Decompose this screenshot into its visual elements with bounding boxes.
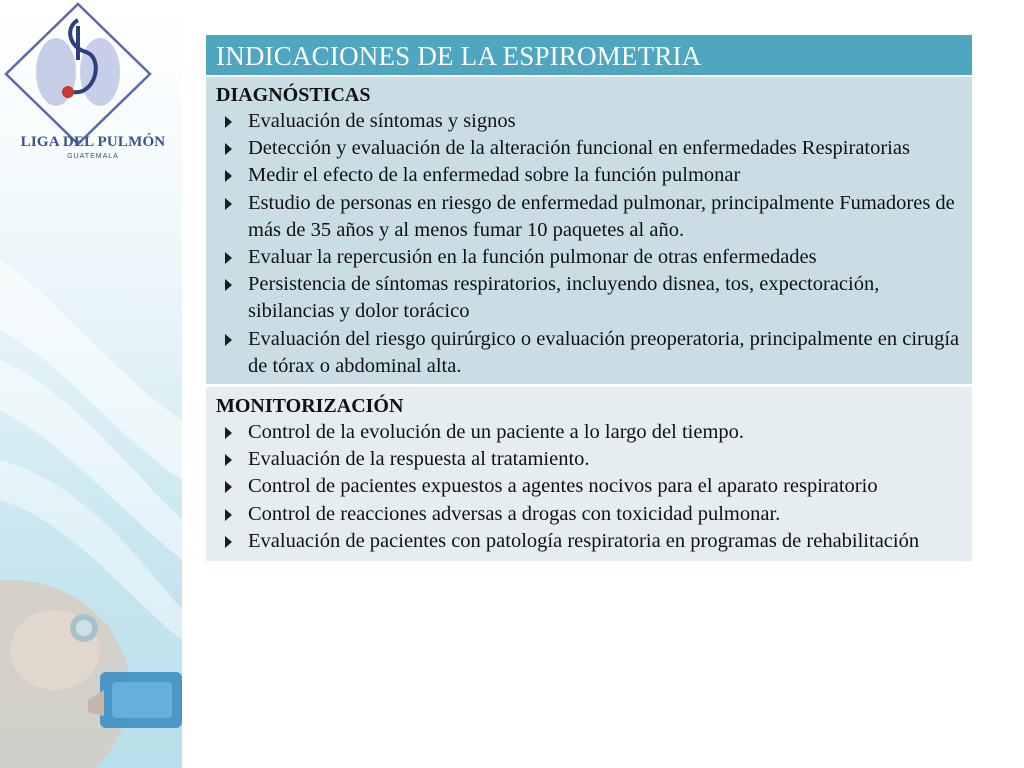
bullet-arrow-icon: [225, 198, 232, 210]
list-item: [216, 446, 962, 473]
bullet-arrow-icon: [225, 143, 232, 155]
list-item: [216, 162, 962, 189]
bullet-arrow-icon: [225, 481, 232, 493]
bullet-arrow-icon: [225, 536, 232, 548]
slide-title: INDICACIONES DE LA ESPIROMETRIA: [206, 35, 972, 77]
list-item-text: Control de la evolución de un paciente a lo largo del tiempo.: [248, 421, 745, 444]
decorative-sidebar: [0, 0, 182, 768]
list-item: [216, 271, 962, 325]
lung-logo-icon: [0, 0, 156, 150]
list-item: [216, 419, 962, 446]
section-heading: DIAGNÓSTICAS: [216, 84, 371, 106]
logo-subtitle: GUATEMALA: [67, 153, 119, 160]
bullet-arrow-icon: [225, 509, 232, 521]
list-item: [216, 473, 962, 500]
list-item-text: Control de reacciones adversas a drogas con toxicidad pulmonar.: [248, 502, 781, 525]
bullet-arrow-icon: [225, 252, 232, 264]
bullet-arrow-icon: [225, 454, 232, 466]
list-item: [216, 501, 962, 528]
bullet-arrow-icon: [225, 116, 232, 128]
content-panel: [206, 35, 972, 561]
list-item: [216, 528, 962, 555]
list-item-text: Medir el efecto de la enfermedad sobre la función pulmonar: [248, 164, 741, 187]
list-item-text: Control de pacientes expuestos a agentes nocivos para el aparato respiratorio: [248, 475, 878, 498]
list-item: [216, 108, 962, 135]
section-monitorizacion: [206, 387, 972, 561]
bullet-arrow-icon: [225, 279, 232, 291]
list-item-text: Evaluación de pacientes con patología respiratoria en programas de rehabilitación: [248, 529, 920, 552]
list-item-text: Persistencia de síntomas respiratorios, incluyendo disnea, tos, expectoración, sibilancias y dolor torácico: [248, 273, 880, 323]
list-item-text: Evaluación del riesgo quirúrgico o evaluación preoperatoria, principalmente en cirugía de tórax o abdominal alta.: [248, 327, 960, 377]
list-item: [216, 135, 962, 162]
list-item-text: Evaluación de la respuesta al tratamiento.: [248, 448, 590, 471]
bullet-arrow-icon: [225, 170, 232, 182]
list-item-text: Evaluación de síntomas y signos: [248, 110, 516, 132]
bullet-arrow-icon: [225, 334, 232, 346]
list-item: [216, 326, 962, 380]
list-item-text: Estudio de personas en riesgo de enfermedad pulmonar, principalmente Fumadores de más de 35 años y al menos fumar 10 paquetes al año.: [248, 191, 955, 241]
logo-wordmark: LIGA DEL PULMÓN: [20, 134, 166, 150]
list-item-text: Detección y evaluación de la alteración funcional en enfermedades Respiratorias: [248, 137, 910, 160]
list-item: [216, 190, 962, 244]
bullet-arrow-icon: [225, 427, 232, 439]
list-item: [216, 244, 962, 271]
list-item-text: Evaluar la repercusión en la función pulmonar de otras enfermedades: [248, 246, 817, 269]
section-diagnosticas: [206, 77, 972, 387]
section-heading: MONITORIZACIÓN: [216, 395, 404, 418]
